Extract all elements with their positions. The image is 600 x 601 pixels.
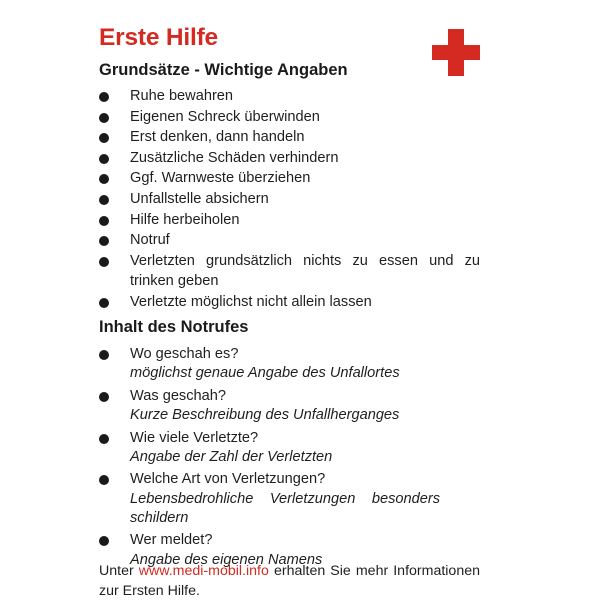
bullet-icon [99, 392, 109, 402]
question-text: Was geschah? [130, 387, 226, 404]
list-item [99, 189, 480, 210]
list-item [99, 429, 480, 467]
list-item [99, 127, 480, 148]
list-item [99, 292, 480, 313]
list-item [99, 210, 480, 231]
bullet-icon [99, 216, 109, 226]
list-item-text: Notruf [130, 232, 170, 249]
question-text: Wie viele Verletzte? [130, 429, 259, 446]
list-item [99, 148, 480, 169]
bullet-icon [99, 236, 109, 246]
list-item-text: Eigenen Schreck überwinden [130, 108, 320, 125]
list-item-text: Erst denken, dann handeln [130, 129, 305, 146]
bullet-icon [99, 195, 109, 205]
detail-text: möglichst genaue Angabe des Unfallortes [130, 365, 400, 382]
question-text: Wer meldet? [130, 532, 213, 549]
bullet-icon [99, 350, 109, 360]
list-item-text: Hilfe herbeiholen [130, 211, 240, 228]
red-cross-horizontal-bar [432, 45, 480, 60]
list-item [99, 345, 480, 383]
list-item-text: Ggf. Warnweste überziehen [130, 170, 311, 187]
footer-suffix: erhalten Sie mehr Informationen zur Ersten Hilfe. [99, 563, 480, 599]
bullet-icon [99, 133, 109, 143]
footer-note [99, 561, 480, 601]
principles-list [99, 86, 480, 313]
list-item [99, 470, 480, 528]
list-item [99, 251, 480, 292]
list-item [99, 387, 480, 425]
detail-text: Lebensbedrohliche Verletzungen besonders schildern [130, 490, 440, 526]
website-link[interactable]: www.medi-mobil.info [138, 563, 269, 579]
detail-text: Kurze Beschreibung des Unfallherganges [130, 407, 400, 423]
footer-prefix: Unter [99, 563, 134, 579]
list-item-text: Verletzten grundsätzlich nichts zu essen und zu trinken geben [130, 252, 480, 290]
bullet-icon [99, 434, 109, 444]
detail-text: Angabe des eigenen Namens [130, 551, 323, 568]
bullet-icon [99, 154, 109, 164]
question-text: Welche Art von Verletzungen? [130, 471, 326, 488]
list-item-text: Ruhe bewahren [130, 88, 234, 104]
section-heading-emergency-call: Inhalt des Notrufes [99, 318, 249, 336]
bullet-icon [99, 174, 109, 184]
emergency-call-list [99, 345, 480, 570]
bullet-icon [99, 475, 109, 485]
question-text: Wo geschah es? [130, 346, 239, 362]
detail-text: Angabe der Zahl der Verletzten [130, 448, 333, 465]
list-item [99, 86, 480, 107]
bullet-icon [99, 257, 109, 267]
bullet-icon [99, 536, 109, 546]
page-title: Erste Hilfe [99, 24, 218, 51]
list-item [99, 107, 480, 128]
list-item-text: Verletzte möglichst nicht allein lassen [130, 293, 372, 310]
section-heading-principles: Grundsätze - Wichtige Angaben [99, 61, 348, 79]
red-cross-icon [432, 29, 480, 76]
bullet-icon [99, 298, 109, 308]
list-item [99, 168, 480, 189]
list-item-text: Unfallstelle absichern [130, 190, 269, 207]
bullet-icon [99, 113, 109, 123]
bullet-icon [99, 92, 109, 102]
list-item [99, 230, 480, 251]
list-item-text: Zusätzliche Schäden verhindern [130, 149, 339, 166]
